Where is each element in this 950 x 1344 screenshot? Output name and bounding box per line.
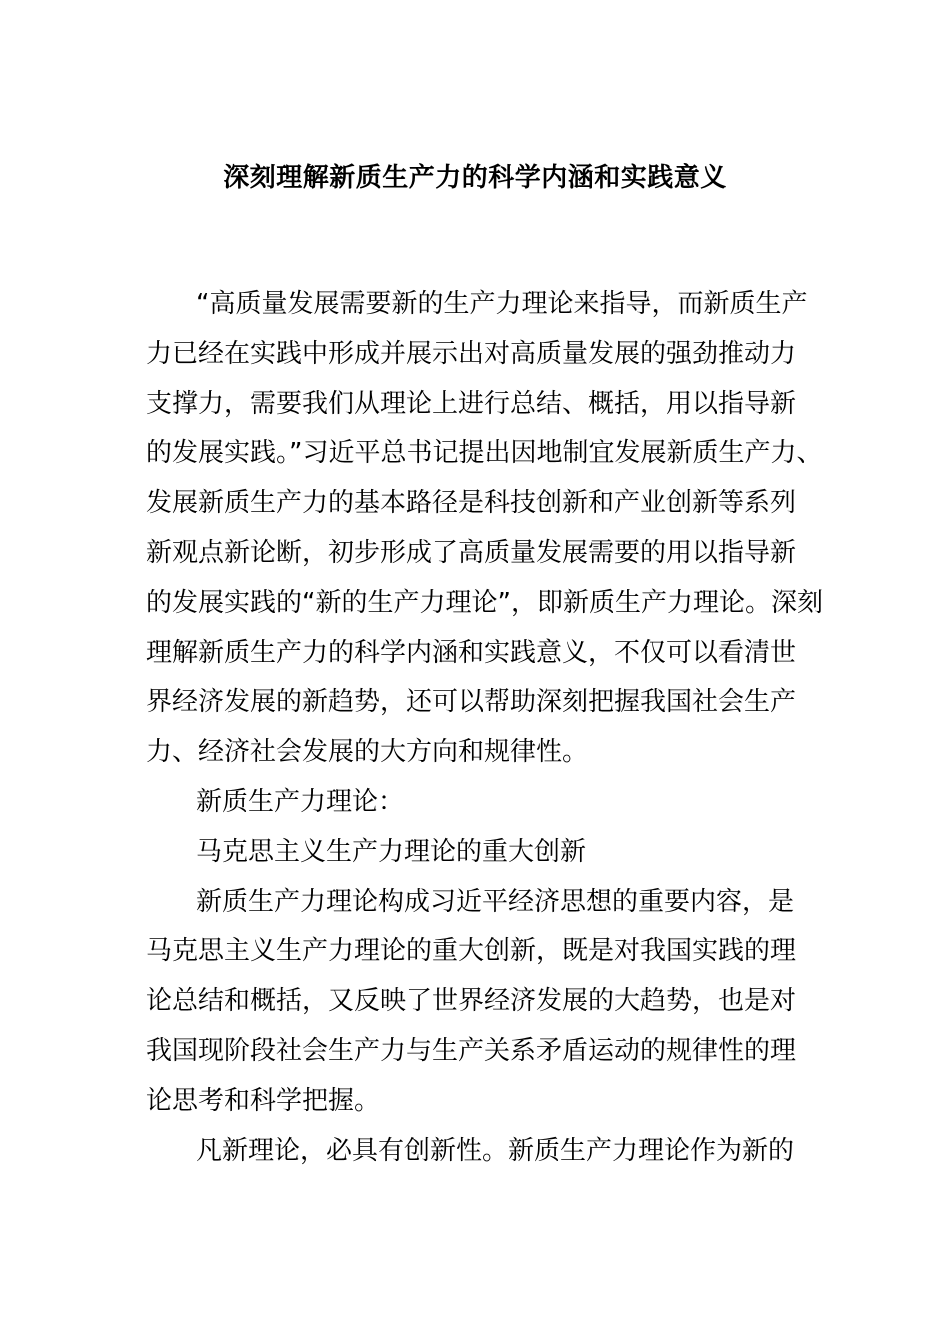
paragraph-line: 凡新理论，必具有创新性。新质生产力理论作为新的 <box>196 1135 795 1166</box>
paragraph-line: 力、经济社会发展的大方向和规律性。 <box>146 737 589 768</box>
paragraph-line: 新质生产力理论构成习近平经济思想的重要内容，是 <box>196 886 795 917</box>
paragraph-line: 马克思主义生产力理论的重大创新，既是对我国实践的理 <box>146 936 797 967</box>
paragraph-line: 的发展实践。”习近平总书记提出因地制宜发展新质生产力、 <box>146 438 823 469</box>
paragraph-line: 论总结和概括，又反映了世界经济发展的大趋势，也是对 <box>146 986 797 1017</box>
paragraph-line: 支撑力，需要我们从理论上进行总结、概括，用以指导新 <box>146 388 797 419</box>
section-heading-line: 马克思主义生产力理论的重大创新 <box>196 836 587 867</box>
document-title: 深刻理解新质生产力的科学内涵和实践意义 <box>223 163 727 193</box>
document-body <box>146 280 826 1176</box>
paragraph-line: 界经济发展的新趋势，还可以帮助深刻把握我国社会生产 <box>146 687 797 718</box>
paragraph-line: 的发展实践的“新的生产力理论”，即新质生产力理论。深刻 <box>146 587 823 618</box>
paragraph-line: 理解新质生产力的科学内涵和实践意义，不仅可以看清世 <box>146 637 797 668</box>
paragraph-line: 论思考和科学把握。 <box>146 1085 381 1116</box>
paragraph-line: 我国现阶段社会生产力与生产关系矛盾运动的规律性的理 <box>146 1035 797 1066</box>
section-heading-line: 新质生产力理论： <box>196 786 405 817</box>
paragraph-line: 力已经在实践中形成并展示出对高质量发展的强劲推动力 <box>146 338 797 369</box>
paragraph-line: 新观点新论断，初步形成了高质量发展需要的用以指导新 <box>146 537 797 568</box>
paragraph-line: 发展新质生产力的基本路径是科技创新和产业创新等系列 <box>146 488 797 519</box>
paragraph-line: “高质量发展需要新的生产力理论来指导，而新质生产 <box>196 289 808 319</box>
